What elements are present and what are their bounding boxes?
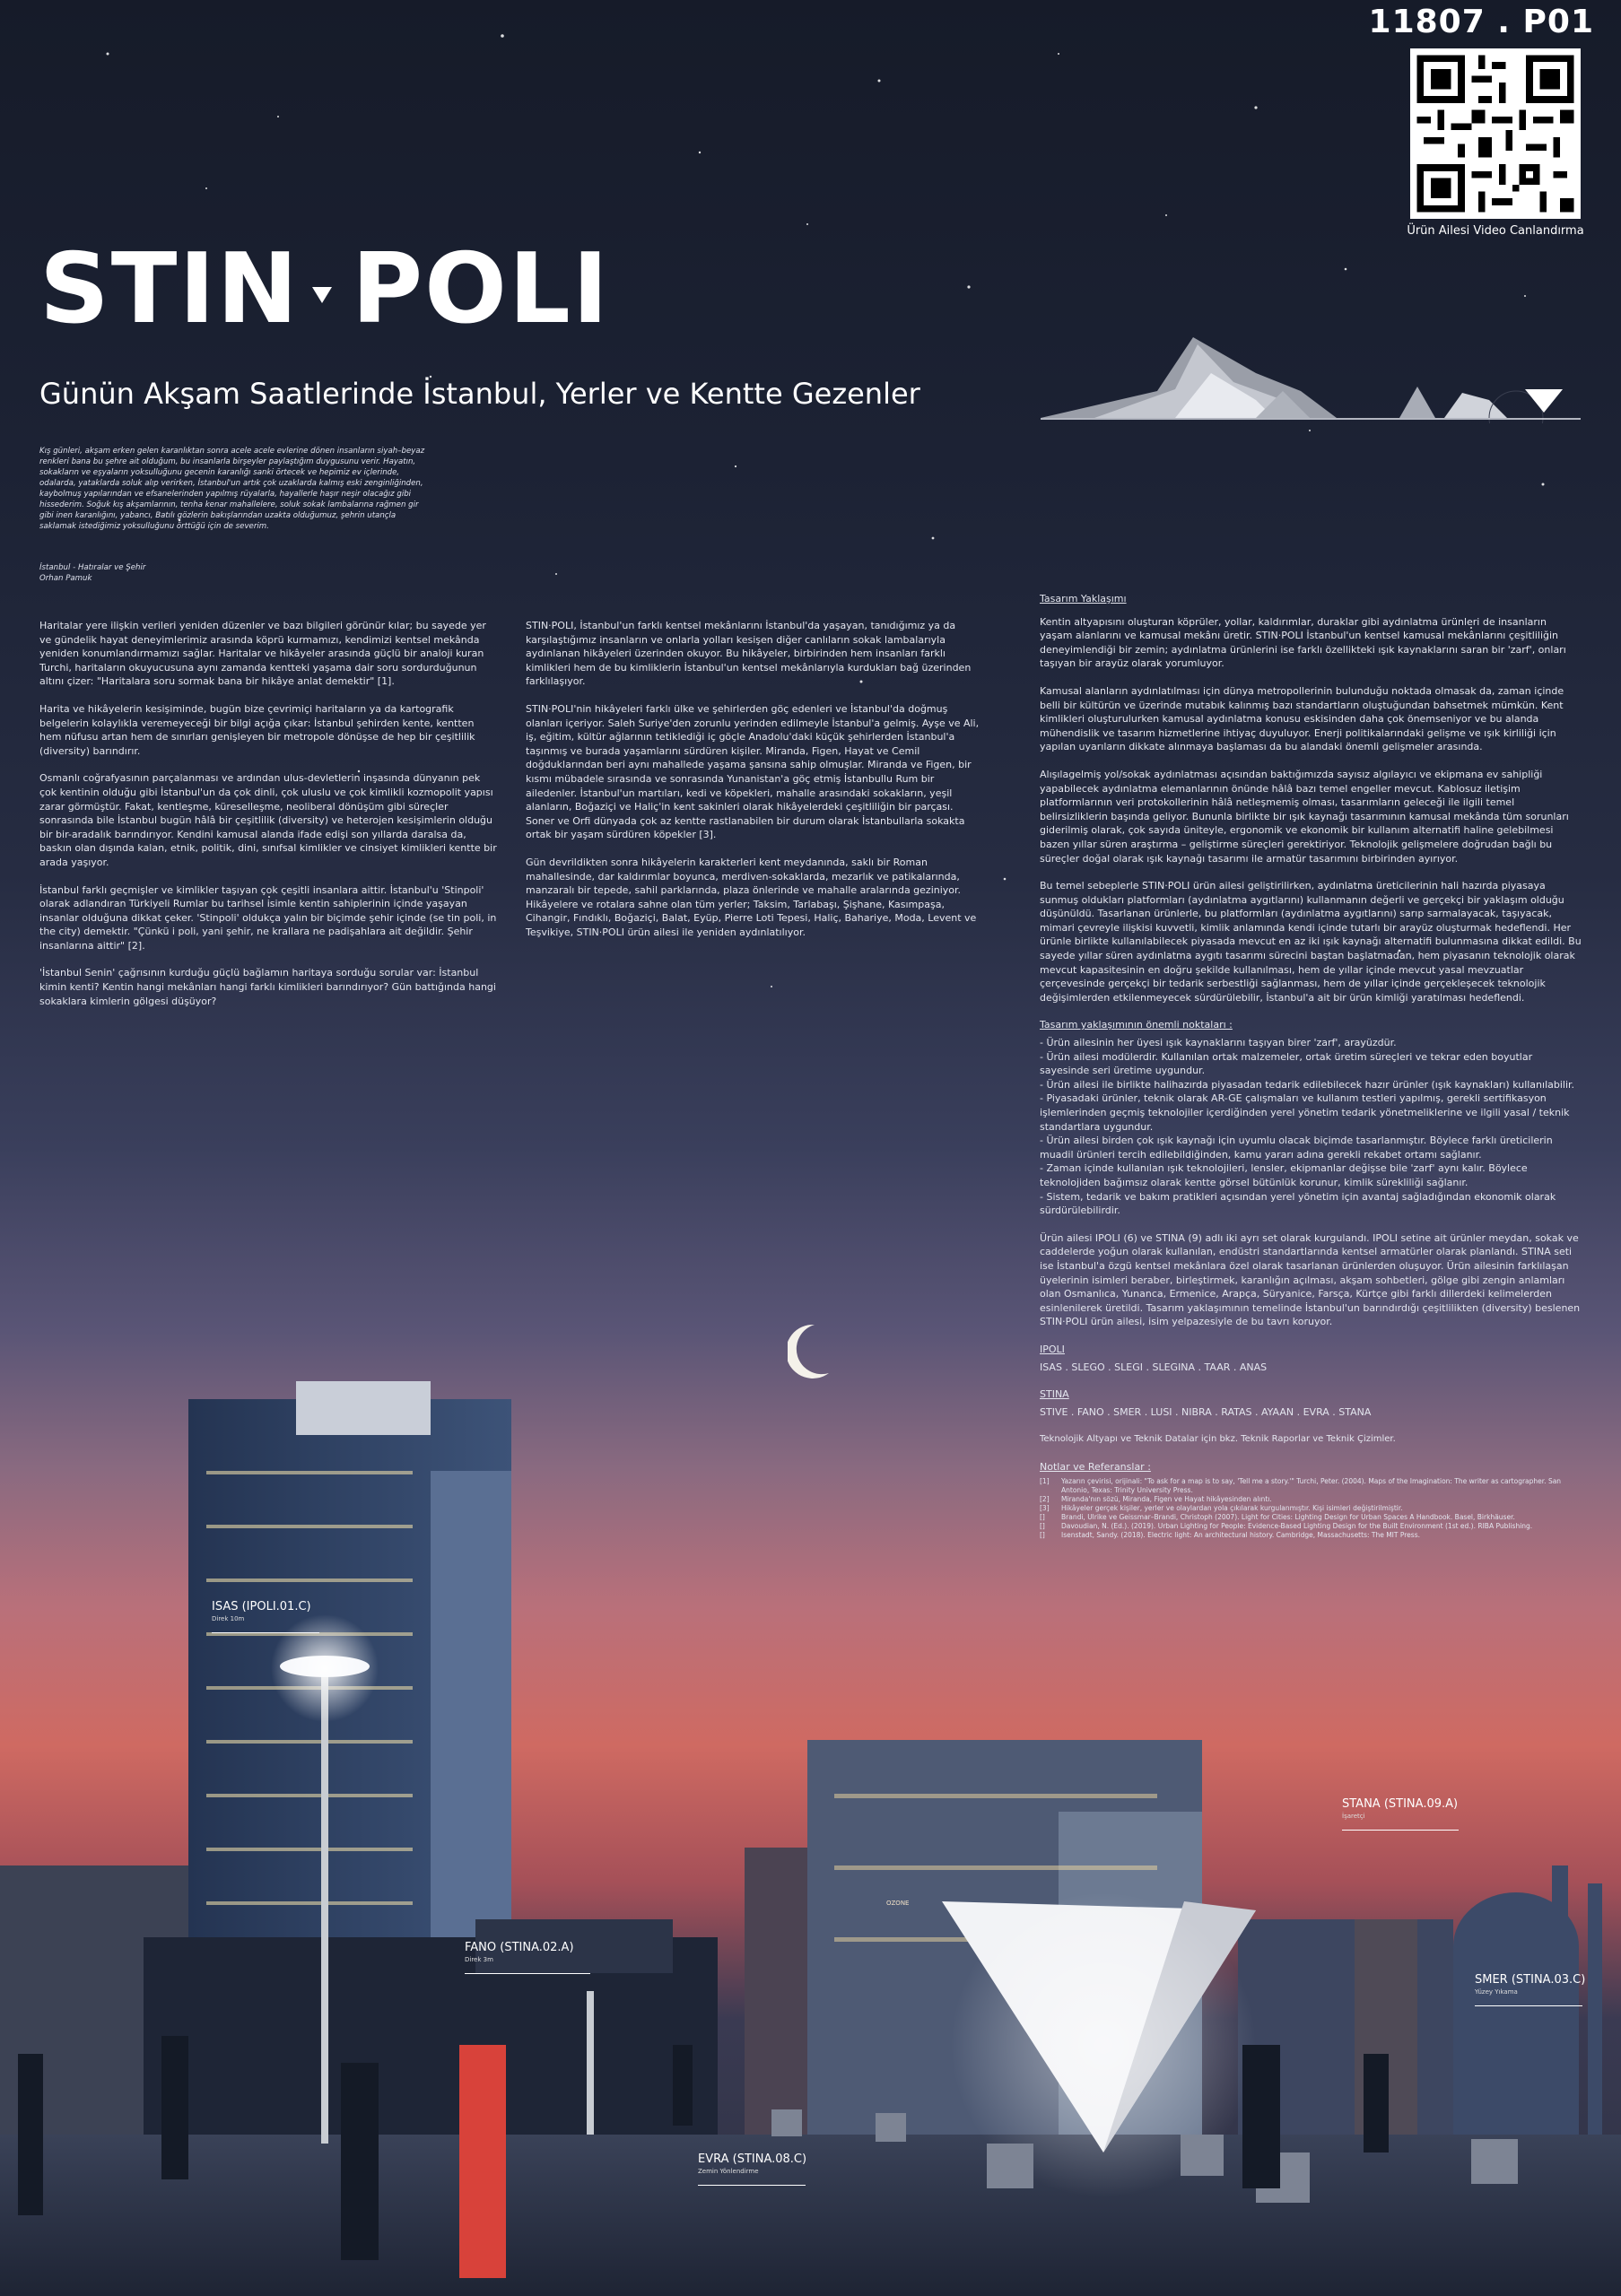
paragraph: Osmanlı coğrafyasının parçalanması ve ardından ulus-devletlerin inşasında dünyanın pek çok kentinin olduğu gibi İstanbul'un da çok dinli, çok uluslu ve çok kimlikli kozmopolit yapısı zarar görmüştür. Fakat, kentleşme, küreselleşme, neoliberal dönüşüm gibi süreçler sonrasında bile İstanbul bugün hâlâ bir çeşitlilik (diversity) ve heterojen kesişimlerin olduğu bir bir-aradalık barındırıyor. Kendini kamusal alanda ifade edişi son yıllarda daralsa da, baskın olan dışında kalan, etnik, politik, dini, sınıfsal kimlikler ve cinsiyet kimlikleri kentte bir arada yaşıyor.	[39, 772, 497, 868]
skyline-silhouette-icon	[1041, 337, 1581, 423]
paragraph: Kamusal alanların aydınlatılması için dünya metropollerinin bulunduğu noktada olmasak da, zaman içinde belli bir kültürün ve üzerinde mutabık kalınmış bazı standartların oluştuğundan bahsetmek mümkün. Kent kimlikleri oluşturulurken kamusal aydınlatma konusu eskisinden daha çok önemseniyor ve bu alanda mühendislik ve tasarım hizmetlerine ihtiyaç duyuluyor. Enerji politikalarındaki gelişme ve ışık kirliliği için yapılan uyarıların dikkate alınmaya başlaması da bu alandaki önemli gelişmeler arasında.	[1040, 684, 1564, 753]
list-item: - Piyasadaki ürünler, teknik olarak AR-GE çalışmaları ve kullanım testleri yapılmış, gerekli sertifikasyon işlemlerinden geçmiş teknolojiler içerdiğinden yerel yönetim tedarik yönetmeliklerine ve ilgili yasal / teknik standartlara uygundur.	[1040, 1092, 1570, 1133]
isas-label: ISAS (IPOLI.01.C) Direk 10m	[212, 1600, 311, 1622]
reference-item: [2] Miranda'nın sözü, Miranda, Figen ve Hayat hikâyesinden alıntı.	[1040, 1495, 1272, 1504]
design-points-list	[1040, 1036, 1582, 1218]
intro-quote: Kış günleri, akşam erken gelen karanlıktan sonra acele acele evlerine dönen insanların siyah–beyaz renkleri bana bu şehre ait olduğum, bu insanlarla birşeyler paylaştığım duygusunu verir. Hayatın, sokakların ve eşyaların yoksulluğunu gecenin karanlığı sanki örtecek ve hepimiz ev içlerinde, odalarda, yataklarda soluk alıp verirken, İstanbul'un artık çok uzaklarda kalmış eski zenginliğinden, kaybolmuş yapılarından ve efsanelerinden yapılmış rüyalarla, hayallerle haşır neşir olacağız gibi hissederim. Soğuk kış akşamlarının, tenha kenar mahallelere, soluk sokak lambalarına rağmen gir gibi inen karanlığını, yabancı, Batılı gözlerin bakışlarından uzakta olduğumuz, şehrin utançla saklamak istediğimiz yoksulluğunu örttüğü için de severim.	[39, 447, 425, 531]
paragraph: Harita ve hikâyelerin kesişiminde, bugün bize çevrimiçi haritaların ya da kartografik belgelerin kolaylıkla veremeyeceği bir bilgi açığa çıkar: İstanbul şehirden kente, kentten hem nüfusu artan hem de sınırları genişleyen bir metropole dönüşse de hep bir çeşitlilik (diversity) barındırır.	[39, 702, 475, 757]
project-logo	[39, 233, 610, 345]
list-item: - Zaman içinde kullanılan ışık teknolojileri, lensler, ekipmanlar değişse bile 'zarf' aynı kalır. Böylece teknolojiden bağımsız olarak kentte görsel bütünlük korunur, kimlik sürekliliği sağlanır.	[1040, 1162, 1528, 1188]
list-item: - Ürün ailesinin her üyesi ışık kaynaklarını taşıyan birer 'zarf', arayüzdür.	[1040, 1037, 1397, 1049]
paragraph: Alışılagelmiş yol/sokak aydınlatması açısından baktığımızda sayısız algılayıcı ve ekipmana ev sahipliği yapabilecek aydınlatma elemanlarının önünde hâlâ bazı temel engeller mevcut. Kablosuz iletişim platformlarının veri protokollerinin hâlâ netleşmemiş olması, tasarımların geleceği ile ilgili temel belirsizliklerin başında geliyor. Bununla birlikte bir ışık kaynağı tasarımının kamusal mekânda tüm sorunları giderilmiş olarak, çok sayıda üniteyle, ergonomik ve ekonomik bir kullanım alternatifi haline gelebilmesi bazen yıllar süren araştırma – geliştirme süreçleri gerektiriyor. Teknolojik gelişmelere doğrudan bağlı bu süreçler doğal olarak ışık kaynağı tasarımı ile armatür tasarımını birbirinden ayırıyor.	[1040, 768, 1569, 865]
stana-label: STANA (STINA.09.A) İşaretçi	[1342, 1797, 1458, 1820]
paragraph: Kentin altyapısını oluşturan köprüler, yollar, kaldırımlar, duraklar gibi aydınlatma ürünleri de insanların yaşam alanlarını ve kamusal mekânı üretir. STIN·POLI İstanbul'un kentsel kamusal mekânlarını çeşitliliğin deneyimlendiği bir zemin; aydınlatma ürünlerini ise farklı özellikteki ışık kaynaklarını saran bir 'zarf', onları taşıyan bir arayüz olarak yorumluyor.	[1040, 615, 1566, 670]
qr-caption: Ürün Ailesi Video Canlandırma	[1407, 224, 1584, 238]
logo-dot-icon	[312, 287, 332, 303]
qr-code[interactable]	[1410, 48, 1581, 219]
reference-item: [] Davoudian, N. (Ed.). (2019). Urban Lighting for People: Evidence-Based Lighting Design for the Built Environment (1st ed.). RIBA Publishing.	[1040, 1522, 1533, 1531]
reference-item: [3] Hikâyeler gerçek kişiler, yerler ve olaylardan yola çıkılarak kurgulanmıştır. Kişi isimleri değiştirilmiştir.	[1040, 1504, 1403, 1513]
paragraph: Bu temel sebeplerle STIN·POLI ürün ailesi geliştirilirken, aydınlatma üreticilerinin hali hazırda piyasaya sunmuş oldukları platformları (aydınlatma aygıtlarını) kullanmanın değerli ve gerçekçi bir yaklaşım olduğu düşünüldü. Tasarlanan ürünlerle, bu platformları (aydınlatma aygıtlarını) sarıp sarmalayacak, taşıyacak, mimari çevreyle ilişkisi kuvvetli, kimlik anlamında kendi içinde tutarlı bir arayüz oluşturmak hedeflendi. Her ürünle birlikte kullanılabilecek piyasada mevcut en az iki ışık kaynağı alternatifi bulunmasına dikkat edildi. Bu sayede yıllar süren aydınlatma aygıtı tasarımı sürecini baştan başlatmadan, hem piyasanın teknolojik olarak mevcut kapasitesinin en doğru şekilde kullanılması, hem de yıllar içinde mevcut yasal mevzuatlar çerçevesinde gerçekçi bir tedarik serbestliği sağlanması, hem de yıllar içinde gerçekleşecek teknolojik değişimlerden etkilenmeyecek sürdürülebilir, İstanbul'a ait bir ürün kimliği yaratılması hedeflendi.	[1040, 880, 1582, 1004]
refs-heading: Notlar ve Referanslar :	[1040, 1460, 1151, 1473]
reference-item: [] Isenstadt, Sandy. (2018). Electric light: An architectural history. Cambridge, Massachusetts: The MIT Press.	[1040, 1531, 1420, 1540]
paragraph: Gün devrildikten sonra hikâyelerin karakterleri kent meydanında, saklı bir Roman mahallesinde, dar kaldırımlar boyunca, merdiven-sokaklarda, mezarlık ve patikalarında, manzaralı bir tepede, sahil parklarında, plaza önlerinde ve mahalle aralarında geziniyor. Hikâyelere ve rotalara sahne olan tüm yerler; Taksim, Tarlabaşı, Şişhane, Kasımpaşa, Cihangir, Fındıklı, Boğaziçi, Balat, Eyüp, Pierre Loti Tepesi, Haliç, Bahariye, Moda, Levent ve Teşvikiye, STIN·POLI ürün ailesi ile yeniden aydınlatılıyor.	[526, 856, 977, 938]
logo-left: STIN	[39, 233, 301, 345]
evra-label: EVRA (STINA.08.C) Zemin Yönlendirme	[698, 2152, 806, 2175]
fano-label: FANO (STINA.02.A) Direk 3m	[465, 1941, 574, 1963]
quote-book: İstanbul - Hatıralar ve Şehir	[39, 563, 146, 572]
smer-label: SMER (STINA.03.C) Yüzey Yıkama	[1475, 1973, 1585, 1996]
list-item: - Ürün ailesi modülerdir. Kullanılan ortak malzemeler, ortak üretim süreçleri ve tekrar eden boyutlar sayesinde seri üretime uygundur.	[1040, 1050, 1533, 1077]
text-column-1	[39, 619, 497, 1022]
stina-heading: STINA	[1040, 1388, 1069, 1401]
paragraph: STIN·POLI, İstanbul'un farklı kentsel mekânlarını İstanbul'da yaşayan, tanıdığımız ya da karşılaştığımız insanların ve onlarla yolları kesişen diğer canlıların sokak lambalarıyla aydınlanan hikâyeleri üzerinden okuyor. Bu hikâyeler, birbirinden hem insanları farklı kimlikleri hem de bu kimliklerin İstanbul'un kentsel mekânlarıyla kurdukları bağ üzerinden farklılaşıyor.	[526, 620, 972, 688]
quote-attribution	[39, 562, 145, 584]
text-column-2	[526, 619, 983, 952]
paragraph: Ürün ailesi IPOLI (6) ve STINA (9) adlı iki ayrı set olarak kurgulandı. IPOLI setine ait ürünler meydan, sokak ve caddelerde yoğun olarak kullanılan, endüstri standartlarında kentsel armatürler olarak planlandı. STINA seti ise İstanbul'a özgü kentsel mekânlara özel olarak tasarlanan ürünlerden oluşuyor. Ürün ailesinin farklılaşan üyelerinin isimleri beraber, birleştirmek, karanlığın açılması, akşam sohbetleri, gölge gibi zengin anlamları olan Osmanlıca, Yunanca, Ermenice, Arapça, Süryanice, Farsça, Kürtçe gibi farklı dillerdeki kelimelerden esinlenilerek üretildi. Tasarım yaklaşımının temelinde İstanbul'un barındırdığı çeşitlilikten (diversity) beslenen STIN·POLI ürün ailesi, isim yelpazesiyle de bu tavrı koruyor.	[1040, 1231, 1581, 1328]
paragraph: İstanbul farklı geçmişler ve kimlikler taşıyan çok çeşitli insanlara aittir. İstanbul'u 'Stinpoli' olarak adlandıran Türkiyeli Rumlar bu tarihsel isimle kentin sahiplerinin içinde yaşayan insanlar olduğuna dikkat çeker. 'Stinpoli' oldukça yalın bir biçimde şehir içinde (se tin poli, in the city) demektir. "Çünkü i poli, yani şehir, ne krallara ne padişahlara ait değildir. Şehir insanlarına aittir" [2].	[39, 883, 497, 952]
sheet-code: 11807 . P01	[1368, 4, 1594, 40]
ipoli-list: ISAS . SLEGO . SLEGI . SLEGINA . TAAR . ANAS	[1040, 1361, 1268, 1373]
page-subtitle: Günün Akşam Saatlerinde İstanbul, Yerler ve Kentte Gezenler	[39, 377, 920, 411]
section-heading: Tasarım Yaklaşımı	[1040, 593, 1127, 604]
list-item: - Ürün ailesi ile birlikte halihazırda piyasadan tedarik edilebilecek hazır ürünler (ışık kaynakları) kullanılabilir.	[1040, 1078, 1575, 1091]
section-heading: Tasarım yaklaşımının önemli noktaları :	[1040, 1019, 1233, 1031]
tech-note: Teknolojik Altyapı ve Teknik Datalar için bkz. Teknik Raporlar ve Teknik Çizimler.	[1040, 1434, 1396, 1445]
paragraph: STIN·POLI'nin hikâyeleri farklı ülke ve şehirlerden göç edenleri ve İstanbul'da doğmuş olanları içeriyor. Saleh Suriye'den zorunlu yerinden edilmeyle İstanbul'a gelmiş. Ayşe ve Ali, iş, eğitim, kültür ağlarının tetiklediği iç göçle Anadolu'daki küçük şehirlerden İstanbul'a taşınmış ve burada yaşamlarını sürdüren kişiler. Miranda, Figen, Hayat ve Cemil doğduklarından beri aynı mahallede yaşama şansına sahip olmuşlar. Miranda ve Figen, bir kısmı mübadele sırasında ve sonrasında Yunanistan'a göç etmiş İstanbullu Rum bir ailedenler. İstanbul'un martıları, kedi ve köpekleri, mahalle arasındaki sokakların, yeşil alanların, Boğaziçi ve Haliç'in kent sakinleri olarak hikâyelerdeki çeşitliliğin bir parçası. Soner ve Orfi dünyada çok az kentte rastlanabilen bir durum olarak İstanbullarla sokakta ortak bir yaşam sürdüren köpekler [3].	[526, 702, 980, 841]
reference-item: [1] Yazarın çevirisi, orijinali: "To ask for a map is to say, 'Tell me a story.'" Turchi, Peter. (2004). Maps of the Imagination: The writer as cartographer. San Antonio, Texas: Trinity University Press.	[1040, 1477, 1562, 1495]
reference-item: [] Brandi, Ulrike ve Geissmar–Brandi, Christoph (2007). Light for Cities: Lighting Design for Urban Spaces A Handbook. Basel, Birkhäuser.	[1040, 1513, 1515, 1522]
ipoli-heading: IPOLI	[1040, 1343, 1065, 1355]
quote-author: Orhan Pamuk	[39, 574, 92, 583]
stina-list: STIVE . FANO . SMER . LUSI . NIBRA . RATAS . AYAAN . EVRA . STANA	[1040, 1405, 1372, 1418]
logo-right: POLI	[352, 233, 610, 345]
list-item: - Ürün ailesi birden çok ışık kaynağı için uyumlu olacak biçimde tasarlanmıştır. Böylece farklı üreticilerin muadil ürünleri tercih edilebildiğinden, kamu yararı adına gerekli rekabet ortamı sağlanır.	[1040, 1135, 1553, 1161]
paragraph: 'İstanbul Senin' çağrısının kurduğu güçlü bağlamın haritaya sorduğu sorular var: İstanbul kimin kenti? Kentin hangi mekânları hangi farklı kimlikleri barındırıyor? Gün battığında hangi sokaklara kimlerin gölgesi düşüyor?	[39, 967, 496, 1007]
list-item: - Sistem, tedarik ve bakım pratikleri açısından yerel yönetim için avantaj sağladığından ekonomik olarak sürdürülebilirdir.	[1040, 1190, 1556, 1217]
paragraph: Haritalar yere ilişkin verileri yeniden düzenler ve bazı bilgileri görünür kılar; bu sayede yer ve gündelik hayat deneyimlerimiz arasında köprü kurmamızı, kendimizi kentsel mekânda yeniden konumlandırmamızı sağlar. Haritalar ve hikâyeler arasında güçlü bir analoji kuran Turchi, haritaların okuyucusuna aynı zamanda kentteki yaşama dair soru sordurduğunun altını çizer: "Haritalara soru sormak bana bir hikâye anlat demektir" [1].	[39, 620, 486, 688]
building-sign: OZONE	[886, 1900, 910, 1907]
